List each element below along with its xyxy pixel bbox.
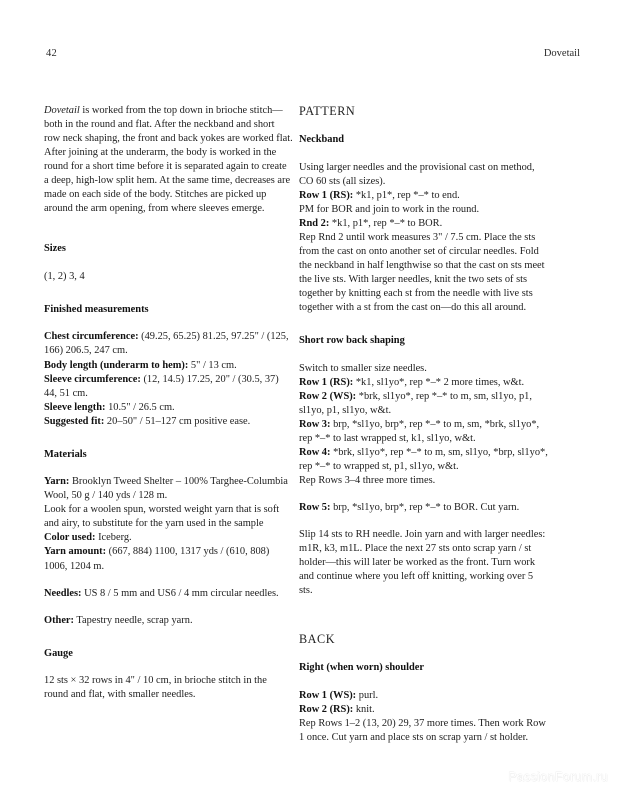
materials-heading: Materials [44,448,87,460]
neckband-rnd2-line [299,217,548,231]
sleeve-circumference-value: (12, 14.5) 17.25, 20" / (30.5, 37) 44, 51 cm. [44,373,279,399]
yarn-amount-label: Yarn amount: [44,546,107,558]
site-watermark: PassionForum.ru [508,770,608,784]
page-number: 42 [46,48,57,59]
chest-value: (49.25, 65.25) 81.25, 97.25" / (125, 166) 206.5, 247 cm. [44,331,289,357]
short-row-row2-label: Row 2 (WS): [299,390,357,402]
color-used-label: Color used: [44,532,96,544]
neckband-heading: Neckband [299,134,345,145]
spacer [44,601,293,614]
other-materials-line [44,614,293,628]
needles-value: US 8 / 5 mm and US6 / 4 mm circular needles. [81,587,279,599]
short-row-row2-value: *brk, sl1yo*, rep *–* to m, sm, sl1yo, p1, sl1yo, p1, sl1yo, w&t. [299,390,532,416]
two-column-layout [44,104,588,770]
spacer [299,488,548,501]
short-row-row3-value: brp, *sl1yo, brp*, rep *–* to m, sm, *brk, sl1yo*, rep *–* to last wrapped st, k1, sl1yo, w&t. [299,418,540,444]
needles-label: Needles: [44,587,82,599]
short-row-row1-line [299,376,548,390]
spacer [44,284,293,303]
yarn-line [44,475,293,503]
neckband-row1-value: *k1, p1*, rep *–* to end. [353,189,460,201]
spacer [299,598,548,632]
finished-measurements-heading: Finished measurements [44,303,149,315]
intro-paragraph [44,104,293,216]
back-row2-line [299,703,548,717]
spacer [44,574,293,587]
short-row-row3-line [299,418,548,446]
back-row2-label: Row 2 (RS): [299,703,354,715]
suggested-fit-line [44,415,293,429]
back-row1-value: purl. [356,689,379,701]
back-row1-line [299,689,548,703]
sleeve-length-line [44,401,293,415]
chest-circumference-line [44,330,293,358]
neckband-intro: Using larger needles and the provisional cast on method, CO 60 sts (all sizes). [299,161,535,187]
short-row-row2-line [299,390,548,418]
color-used-line [44,531,293,545]
short-row-switch-line: Switch to smaller size needles. [299,362,427,374]
gauge-value: 12 sts × 32 rows in 4" / 10 cm, in brioche stitch in the round and flat, with smaller needles. [44,675,267,701]
pattern-heading: PATTERN [299,104,356,118]
slip-sts-paragraph: Slip 14 sts to RH needle. Join yarn and with larger needles: m1R, k3, m1L. Place the next 27 sts onto scrap yarn / st holder—this will later be worked as the front. Turn work and continue where you left off knitting, working over 5 sts. [299,528,546,597]
suggested-fit-label: Suggested fit: [44,415,105,427]
suggested-fit-value: 20–50" / 51–127 cm positive ease. [104,415,251,427]
other-label: Other: [44,614,75,626]
sizes-heading: Sizes [44,243,66,255]
short-row-row1-label: Row 1 (RS): [299,376,354,388]
spacer [299,315,548,334]
back-row2-value: knit. [353,703,375,715]
body-length-line [44,359,293,373]
neckband-rep-paragraph: Rep Rnd 2 until work measures 3" / 7.5 cm. Place the sts from the cast on onto another set of circular needles. Fold the neckband in half lengthwise so that the cast on sts meet the live sts. With larger needles, knit the two sets of sts together by knitting each st from the needle with live sts together with a st from the cast on—do this all around. [299,231,545,313]
sleeve-length-value: 10.5" / 26.5 cm. [105,401,175,413]
intro-rest: is worked from the top down in brioche stitch—both in the round and flat. After the neckband and short row neck shaping, the front and back yokes are worked flat. After joining at the underarm, the body is worked in the round for a short time before it is separated again to create a deep, high-low split hem. At the same time, decreases are made on each side of the body. Stitches are picked up around the arm opening, from where sleeves emerge. [44,105,293,215]
short-row-row5-line [299,501,548,515]
short-row-row4-line [299,446,548,474]
sleeve-circumference-line [44,373,293,401]
neckband-rnd2-label: Rnd 2: [299,217,330,229]
intro-lead-italic: Dovetail [44,105,80,116]
short-row-row5-label: Row 5: [299,501,331,513]
spacer [44,628,293,647]
short-row-row5-value: brp, *sl1yo, brp*, rep *–* to BOR. Cut yarn. [330,501,520,513]
sizes-value: (1, 2) 3, 4 [44,270,85,282]
spacer [44,429,293,448]
other-value: Tapestry needle, scrap yarn. [74,614,193,626]
right-shoulder-heading: Right (when worn) shoulder [299,662,424,674]
spacer [44,229,293,242]
neckband-rnd2-value: *k1, p1*, rep *–* to BOR. [329,217,443,229]
body-length-value: 5" / 13 cm. [188,359,237,371]
yarn-value: Brooklyn Tweed Shelter – 100% Targhee-Columbia Wool, 50 g / 140 yds / 128 m. [44,476,288,502]
body-length-label: Body length (underarm to hem): [44,359,189,371]
yarn-amount-line [44,545,293,573]
chest-label: Chest circumference: [44,331,139,343]
sleeve-length-label: Sleeve length: [44,401,106,413]
neckband-pm-line: PM for BOR and join to work in the round. [299,203,480,215]
short-row-rep-line: Rep Rows 3–4 three more times. [299,474,436,486]
back-row1-label: Row 1 (WS): [299,689,357,701]
yarn-label: Yarn: [44,476,70,488]
short-row-row1-value: *k1, sl1yo*, rep *–* 2 more times, w&t. [353,376,525,388]
color-used-value: Iceberg. [95,532,132,544]
short-row-back-shaping-heading: Short row back shaping [299,335,405,347]
back-heading: BACK [299,632,336,647]
yarn-amount-value: (667, 884) 1100, 1317 yds / (610, 808) 1006, 1204 m. [44,546,270,572]
gauge-heading: Gauge [44,647,73,659]
neckband-row1-label: Row 1 (RS): [299,189,354,201]
yarn-substitution-note: Look for a woolen spun, worsted weight yarn that is soft and airy, to substitute for the yarn used in the sample [44,504,280,530]
running-head [46,48,580,64]
short-row-row4-label: Row 4: [299,446,331,458]
needles-line [44,587,293,601]
short-row-row4-value: *brk, sl1yo*, rep *–* to m, sm, sl1yo, *brp, sl1yo*, rep *–* to wrapped st, p1, sl1yo, w&t. [299,446,548,472]
short-row-row3-label: Row 3: [299,418,331,430]
book-title: Dovetail [543,48,580,59]
spacer [299,515,548,528]
neckband-row1-line [299,189,548,203]
back-rep-paragraph: Rep Rows 1–2 (13, 20) 29, 37 more times. Then work Row 1 once. Cut yarn and place sts on scrap yarn / st holder. [299,717,546,743]
right-column [299,104,548,770]
sleeve-circumference-label: Sleeve circumference: [44,373,141,385]
left-column [44,104,293,770]
